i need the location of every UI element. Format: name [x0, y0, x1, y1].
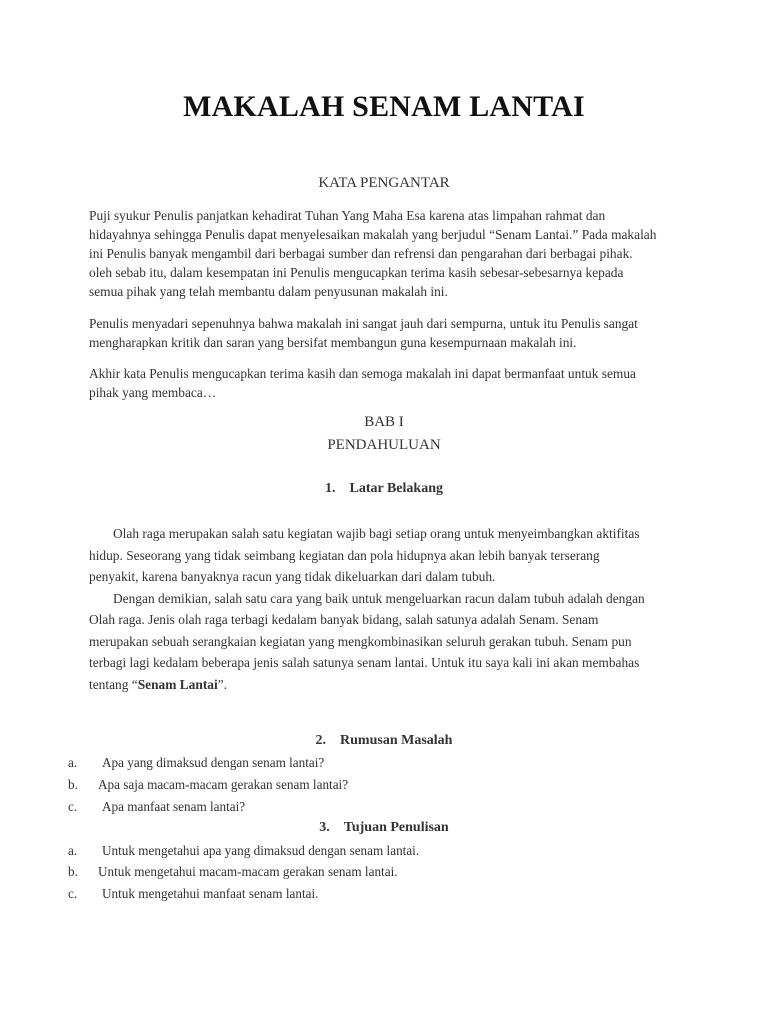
text-line: pihak yang membaca…	[89, 385, 217, 400]
text-line: Olah raga merupakan salah satu kegiatan wajib bagi setiap orang untuk menyeimbangkan aktifitas	[113, 526, 640, 541]
text-line: Dengan demikian, salah satu cara yang baik untuk mengeluarkan racun dalam tubuh adalah dengan	[113, 590, 645, 606]
list-marker: b.	[68, 777, 78, 792]
list-marker: a.	[68, 755, 78, 770]
list-item-text: Apa yang dimaksud dengan senam lantai?	[102, 755, 325, 770]
list-item-text: Untuk mengetahui manfaat senam lantai.	[102, 886, 319, 901]
section-number: 3.	[319, 820, 330, 835]
kata-pengantar-paragraph-2	[89, 314, 689, 352]
chapter-title: PENDAHULUAN	[327, 437, 441, 453]
text-line: terbagi lagi kedalam beberapa jenis salah satunya senam lantai. Untuk itu saya kali ini akan membahas	[89, 655, 640, 670]
list-marker: a.	[68, 843, 78, 858]
text-line: merupakan sebuah serangkaian kegiatan yang mengkombinasikan seluruh gerakan tubuh. Senam pun	[89, 633, 632, 649]
section-title: Tujuan Penulisan	[343, 820, 449, 835]
text-line: semua pihak yang telah membantu dalam penyusunan makalah ini.	[89, 284, 448, 299]
document-title: MAKALAH SENAM LANTAI	[183, 90, 585, 123]
section-heading-rumusan-masalah	[0, 733, 768, 749]
latar-belakang-body	[89, 523, 679, 695]
text-line: ini Penulis banyak mengambil dari berbagai sumber dan refrensi dan pengarahan dari berbagai pihak.	[89, 246, 633, 261]
text-line: hidayahnya sehingga Penulis dapat menyelesaikan makalah yang berjudul “Senam Lantai.” Pada makalah	[89, 227, 657, 242]
list-marker: c.	[68, 799, 78, 814]
list-marker: c.	[68, 886, 78, 901]
kata-pengantar-heading: KATA PENGANTAR	[318, 175, 450, 191]
section-heading-latar-belakang	[0, 481, 768, 497]
text-line: Penulis menyadari sepenuhnya bahwa makalah ini sangat jauh dari sempurna, untuk itu Penulis sangat	[89, 316, 638, 331]
chapter-label: BAB I	[364, 414, 404, 430]
list-item-text: Untuk mengetahui apa yang dimaksud dengan senam lantai.	[102, 843, 420, 858]
list-item-text: Untuk mengetahui macam-macam gerakan senam lantai.	[98, 864, 398, 879]
section-title: Rumusan Masalah	[340, 733, 453, 748]
section-number: 2.	[315, 733, 327, 748]
section-heading-tujuan-penulisan	[0, 820, 768, 836]
text-line: Puji syukur Penulis panjatkan kehadirat Tuhan Yang Maha Esa karena atas limpahan rahmat dan	[89, 208, 606, 223]
text-line: tentang “Senam Lantai”.	[89, 676, 227, 692]
list-item-text: Apa saja macam-macam gerakan senam lantai?	[98, 777, 349, 792]
text-line: penyakit, karena banyaknya racun yang tidak dikeluarkan dari dalam tubuh.	[89, 569, 496, 584]
list-item-text: Apa manfaat senam lantai?	[102, 799, 246, 814]
text-line: Olah raga. Jenis olah raga terbagi kedalam banyak bidang, salah satunya adalah Senam. Senam	[89, 612, 599, 627]
section-number: 1.	[325, 481, 336, 496]
section-title: Latar Belakang	[349, 481, 443, 496]
kata-pengantar-paragraph-3	[89, 364, 689, 402]
kata-pengantar-paragraph-1	[89, 206, 689, 301]
list-marker: b.	[68, 864, 78, 879]
text-line: hidup. Seseorang yang tidak seimbang kegiatan dan pola hidupnya akan lebih banyak terserang	[89, 547, 600, 563]
text-line: oleh sebab itu, dalam kesempatan ini Penulis mengucapkan terima kasih sebesar-sebesarnya kepada	[89, 265, 624, 280]
text-line: mengharapkan kritik dan saran yang bersifat membangun guna kesempurnaan makalah ini.	[89, 335, 577, 350]
emphasis-text: Senam Lantai	[137, 676, 218, 692]
text-line: Akhir kata Penulis mengucapkan terima kasih dan semoga makalah ini dapat bermanfaat untuk semua	[89, 366, 636, 381]
